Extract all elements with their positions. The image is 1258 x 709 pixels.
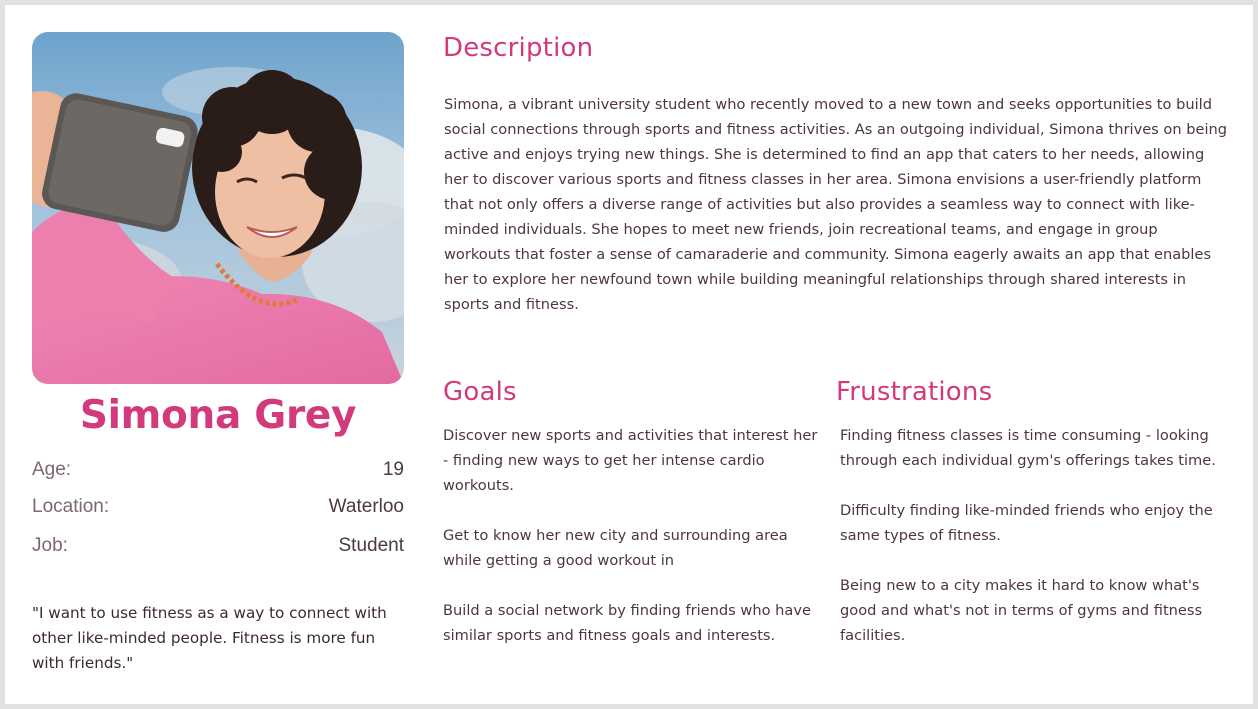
age-value: 19 — [382, 459, 404, 480]
goal-item: Discover new sports and activities that interest her - finding new ways to get her intense cardio workouts. — [443, 427, 818, 494]
goals-list — [443, 423, 823, 673]
persona-card — [5, 5, 1253, 704]
persona-quote: "I want to use fitness as a way to connect with other like-minded people. Fitness is more fun with friends." — [32, 604, 387, 672]
job-value: Student — [338, 535, 404, 556]
info-row-location — [32, 496, 404, 520]
persona-name: Simona Grey — [79, 393, 357, 438]
location-value: Waterloo — [328, 496, 404, 517]
persona-photo — [32, 32, 404, 384]
frustration-item: Finding fitness classes is time consuming - looking through each individual gym's offerings takes time. — [840, 427, 1216, 469]
info-row-job — [32, 535, 404, 559]
location-label: Location: — [32, 496, 110, 517]
goal-item: Build a social network by finding friends who have similar sports and fitness goals and interests. — [443, 602, 811, 644]
goal-item: Get to know her new city and surrounding area while getting a good workout in — [443, 527, 788, 569]
goals-heading: Goals — [443, 377, 517, 407]
job-label: Job: — [32, 535, 68, 556]
age-label: Age: — [32, 459, 72, 480]
description-heading: Description — [443, 33, 594, 63]
description-text: Simona, a vibrant university student who recently moved to a new town and seeks opportunities to build social connections through sports and fitness activities. As an outgoing individual, Simona thrives on being active and enjoys trying new things. She is determined to find an app that caters to her needs, allowing her to discover various sports and fitness classes in her area. Simona envisions a user-friendly platform that not only offers a diverse range of activities but also provides a seamless way to connect with like-minded individuals. She hopes to meet new friends, join recreational teams, and engage in group workouts that foster a sense of camaraderie and community. Simona eagerly awaits an app that enables her to explore her newfound town while building meaningful relationships through shared interests in sports and fitness. — [444, 96, 1228, 313]
info-row-age — [32, 459, 404, 483]
frustrations-heading: Frustrations — [836, 377, 993, 407]
frustration-item: Being new to a city makes it hard to know what's good and what's not in terms of gyms and fitness facilities. — [840, 577, 1203, 644]
frustration-item: Difficulty finding like-minded friends who enjoy the same types of fitness. — [840, 502, 1213, 544]
frustrations-list — [840, 423, 1225, 673]
